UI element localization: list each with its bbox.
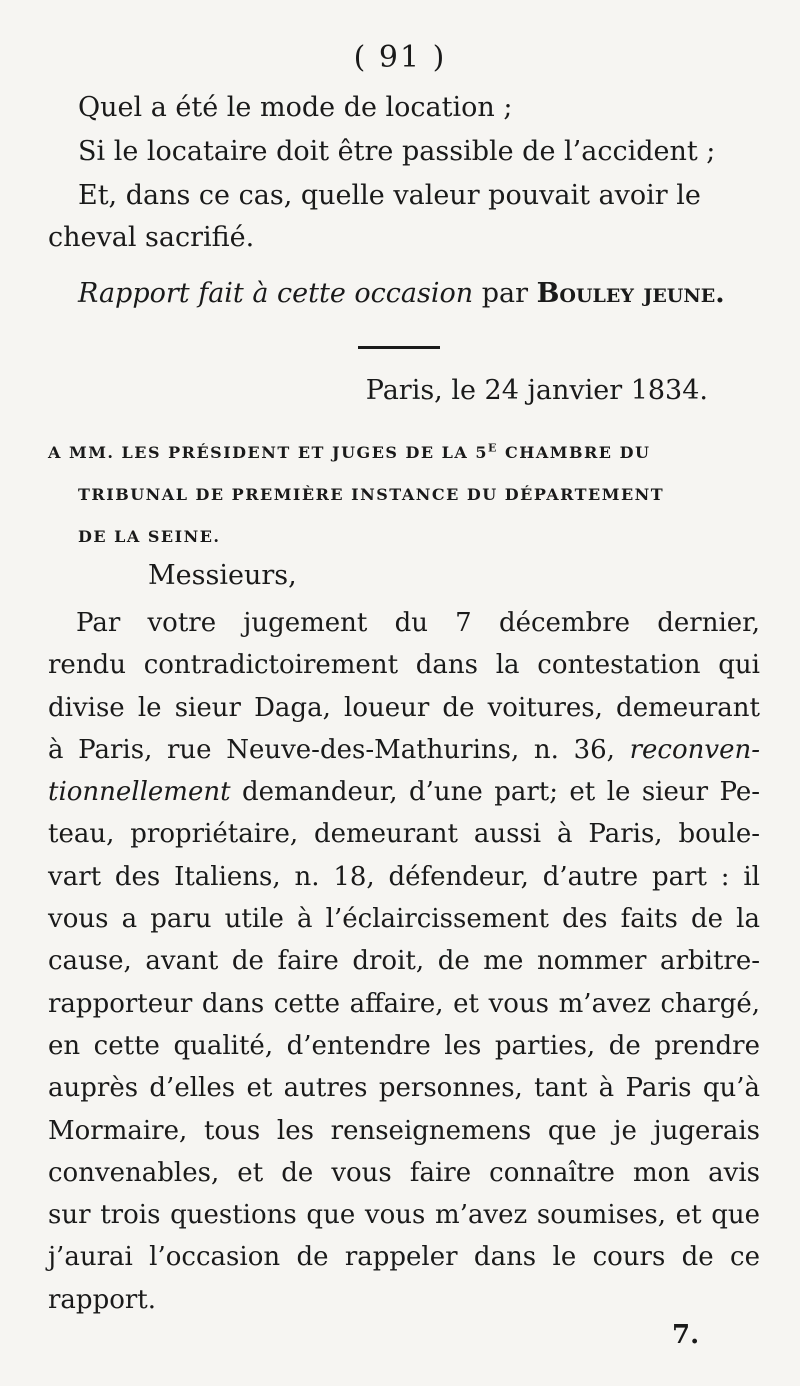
page-number: ( 91 ) [353, 40, 447, 75]
body-line: vart des Italiens, n. 18, défendeur, d’autre part : il [48, 861, 760, 892]
report-heading-italic: Rapport fait à cette occasion [78, 278, 474, 309]
body-paragraph [48, 602, 760, 1321]
body-line: rapport. [48, 1284, 157, 1315]
body-line: en cette qualité, d’entendre les parties, de prendre [48, 1030, 760, 1061]
body-line: cause, avant de faire droit, de me nommer arbitre- [48, 946, 760, 977]
address-block [48, 428, 760, 558]
body-line: à Paris, rue Neuve-des-Mathurins, n. 36, reconven- [48, 734, 760, 765]
body-line: teau, propriétaire, demeurant aussi à Paris, boule- [48, 819, 760, 850]
question-line-3: Et, dans ce cas, quelle valeur pouvait avoir le [78, 180, 701, 211]
dateline: Paris, le 24 janvier 1834. [365, 375, 708, 406]
signature-mark: 7. [672, 1320, 700, 1350]
address-line-1: A MM. LES PRÉSIDENT ET JUGES DE LA $5^E$ CHAMBRE DU [48, 442, 651, 463]
body-line: convenables, et de vous faire connaître mon avis [48, 1157, 760, 1188]
body-line: auprès d’elles et autres personnes, tant à Paris qu’à [48, 1073, 760, 1104]
body-line: divise le sieur Daga, loueur de voitures, demeurant [48, 692, 760, 723]
body-line: rendu contradictoirement dans la contestation qui [48, 650, 760, 681]
question-line-4: cheval sacrifié. [48, 222, 255, 253]
address-line-2: TRIBUNAL DE PREMIÈRE INSTANCE DU DÉPARTEMENT [78, 485, 665, 505]
section-rule [358, 346, 440, 349]
body-line: vous a paru utile à l’éclaircissement des faits de la [48, 904, 760, 935]
report-heading [78, 278, 725, 309]
address-line-3: DE LA SEINE. [78, 527, 221, 547]
body-line: rapporteur dans cette affaire, et vous m’avez chargé, [48, 988, 760, 1019]
question-line-2: Si le locataire doit être passible de l’accident ; [78, 136, 716, 167]
body-line: j’aurai l’occasion de rappeler dans le cours de ce [48, 1242, 760, 1273]
report-author: Bouley jeune. [536, 278, 725, 309]
body-line: Mormaire, tous les renseignemens que je jugerais [48, 1115, 760, 1146]
body-line: Par votre jugement du 7 décembre dernier, [76, 608, 760, 638]
salutation: Messieurs, [148, 560, 297, 591]
body-line: sur trois questions que vous m’avez soumises, et que [48, 1200, 760, 1231]
body-line: tionnellement demandeur, d’une part; et le sieur Pe- [48, 777, 760, 808]
question-line-1: Quel a été le mode de location ; [78, 92, 513, 123]
report-heading-par: par [473, 278, 537, 309]
